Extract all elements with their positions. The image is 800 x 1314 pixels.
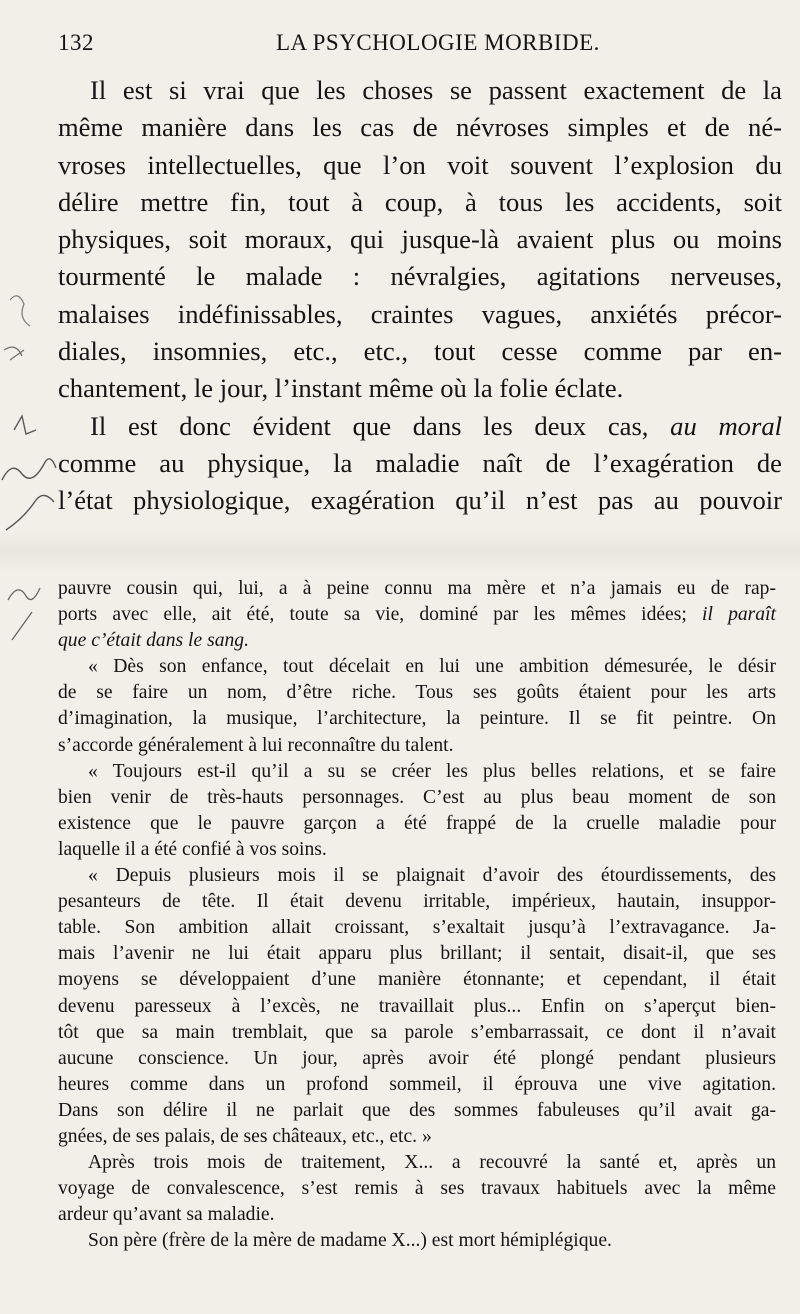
text-line: tourmenté le malade : névralgies, agitations nerveuses, [58,261,782,292]
text-line: « Depuis plusieurs mois il se plaignait d’avoir des étourdissements, des [88,865,776,887]
pencil-annotation-marks [0,280,58,700]
page-number: 132 [58,30,94,55]
text-line: Dans son délire il ne parlait que des sommes fabuleuses qu’il avait ga- [58,1099,776,1121]
text-segment: ports avec elle, ait été, toute sa vie, dominé par les mêmes idées; [58,604,703,626]
upper-text-block [58,72,782,520]
text-line: tôt que sa main tremblait, que sa parole s’embarrassait, ce dont il n’avait [58,1021,776,1043]
italic-line: que c’était dans le sang. [58,630,250,652]
text-line: gnées, de ses palais, de ses châteaux, etc., etc. » [58,1125,432,1147]
text-line: vroses intellectuelles, que l’on voit souvent l’explosion du [58,149,782,180]
text-line: pauvre cousin qui, lui, a à peine connu ma mère et n’a jamais eu de rap- [58,578,776,599]
text-line [58,408,782,445]
text-line: délire mettre fin, tout à coup, à tous les accidents, soit [58,186,782,217]
text-line: voyage de convalescence, s’est remis à ses travaux habituels avec la même [58,1178,776,1200]
text-line: moyens se développaient d’une manière étonnante; et cependant, il était [58,969,776,991]
text-line: laquelle il a été confié à vos soins. [58,838,327,860]
text-line: bien venir de très-hauts personnages. C’est au plus beau moment de son [58,786,776,808]
text-line: même manière dans les cas de névroses simples et de né- [58,112,782,143]
italic-phrase: il paraît [702,604,776,626]
text-line: de se faire un nom, d’être riche. Tous ses goûts étaient pour les arts [58,682,776,704]
text-line: chantement, le jour, l’instant même où la folie éclate. [58,373,624,404]
text-line: devenu paresseux à l’excès, ne travaillait plus... Enfin on s’aperçut bien- [58,995,776,1017]
text-line: Il est si vrai que les choses se passent exactement de la [90,75,782,105]
text-line: « Dès son enfance, tout décelait en lui une ambition démesurée, le désir [88,656,776,678]
text-line: comme au physique, la maladie naît de l’exagération de [58,447,782,478]
text-line: Son père (frère de la mère de madame X...) est mort hémiplégique. [88,1230,612,1252]
italic-phrase: au moral [670,410,782,441]
text-line [58,602,776,628]
running-title: LA PSYCHOLOGIE MORBIDE. [276,30,600,55]
text-line: physiques, soit moraux, qui jusque-là avaient plus ou moins [58,224,782,255]
text-line: « Toujours est-il qu’il a su se créer les plus belles relations, et se faire [88,760,776,782]
text-segment: Il est donc évident que dans les deux cas, [90,410,671,441]
text-line: diales, insomnies, etc., etc., tout cesse comme par en- [58,336,782,367]
text-line: existence que le pauvre garçon a été frappé de la cruelle maladie pour [58,812,776,834]
text-line: ardeur qu’avant sa maladie. [58,1204,275,1226]
text-line: mais l’avenir ne lui était apparu plus brillant; il sentait, disait-il, que ses [58,943,776,965]
text-line: s’accorde généralement à lui reconnaître du talent. [58,734,454,756]
text-line: l’état physiologique, exagération qu’il n’est pas au pouvoir [58,485,782,516]
text-line: d’imagination, la musique, l’architecture, la peinture. Il se fit peintre. On [58,708,776,730]
text-line: heures comme dans un profond sommeil, il éprouva une vive agitation. [58,1073,776,1095]
running-header [58,30,788,64]
page-fold [0,532,800,572]
lower-text-block [58,576,776,1254]
text-line: Après trois mois de traitement, X... a recouvré la santé et, après un [88,1152,776,1174]
text-line: table. Son ambition allait croissant, s’exaltait jusqu’à l’extravagance. Ja- [58,917,776,939]
text-line: malaises indéfinissables, craintes vagues, anxiétés précor- [58,298,782,329]
text-line: pesanteurs de tête. Il était devenu irritable, impérieux, hautain, insuppor- [58,891,776,913]
text-line: aucune conscience. Un jour, après avoir été plongé pendant plusieurs [58,1047,776,1069]
